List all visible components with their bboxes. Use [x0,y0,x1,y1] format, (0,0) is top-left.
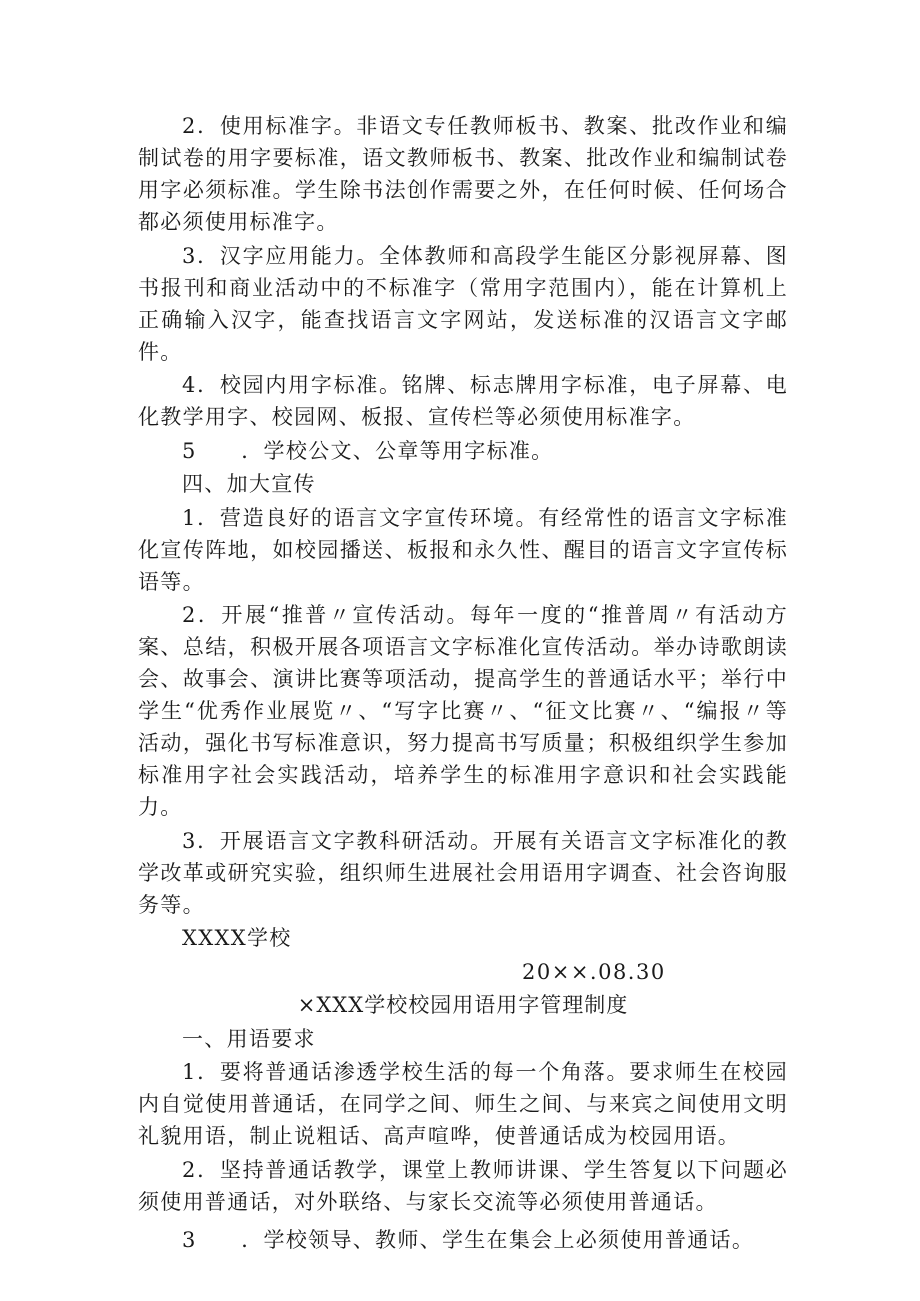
paragraph-official-documents: 5 ．学校公文、公章等用字标准。 [182,438,554,463]
paragraph-mandarin-assembly: 3 ．学校领导、教师、学生在集会上必须使用普通话。 [182,1227,755,1252]
paragraph-standard-characters: 2．使用标准字。非语文专任教师板书、教案、批改作业和编制试卷的用字要标准，语文教师板书、教案、批改作业和编制试卷用字必须标准。学生除书法创作需要之外，在任何时候、任何场合都必须使用标准字。 [138,114,788,234]
document-page [138,110,788,1257]
section-heading-language-requirements: 一、用语要求 [182,1026,316,1051]
paragraph-research-activities: 3．开展语言文字教科研活动。开展有关语言文字标准化的教学改革或研究实验，组织师生进展社会用语用字调查、社会咨询服务等。 [138,828,788,917]
paragraph-character-ability: 3．汉字应用能力。全体教师和高段学生能区分影视屏幕、图书报刊和商业活动中的不标准字（常用字范围内），能在计算机上正确输入汉字，能查找语言文字网站，发送标准的汉语言文字邮件。 [138,243,788,364]
paragraph-promotion-activities: 2．开展“推普〃宣传活动。每年一度的“推普周〃有活动方案、总结，积极开展各项语言文字标准化宣传活动。举办诗歌朗读会、故事会、演讲比赛等项活动，提高学生的普通话水平；举行中学生“优秀作业展览〃、“写字比赛〃、“征文比赛〃、“编报〃等活动，强化书写标准意识，努力提高书写质量；积极组织学生参加标准用字社会实践活动，培养学生的标准用字意识和社会实践能力。 [138,603,788,819]
document-title: ×XXX学校校园用语用字管理制度 [297,993,629,1017]
signature-school-name: XXXX学校 [182,926,292,950]
paragraph-mandarin-campus: 1．要将普通话渗透学校生活的每一个角落。要求师生在校园内自觉使用普通话，在同学之间、师生之间、与来宾之间使用文明礼貌用语，制止说粗话、高声喧哗，使普通话成为校园用语。 [138,1060,788,1148]
paragraph-campus-characters: 4．校园内用字标准。铭牌、标志牌用字标准，电子屏幕、电化教学用字、校园网、板报、宣传栏等必须使用标准字。 [138,373,788,429]
section-heading-publicity: 四、加大宣传 [182,472,316,496]
paragraph-mandarin-teaching: 2．坚持普通话教学，课堂上教师讲课、学生答复以下问题必须使用普通话，对外联络、与家长交流等必须使用普通话。 [138,1157,788,1214]
signature-date: 20××.08.30 [522,959,666,984]
paragraph-publicity-environment: 1．营造良好的语言文字宣传环境。有经常性的语言文字标准化宣传阵地，如校园播送、板报和永久性、醒目的语言文字宣传标语等。 [138,505,788,594]
